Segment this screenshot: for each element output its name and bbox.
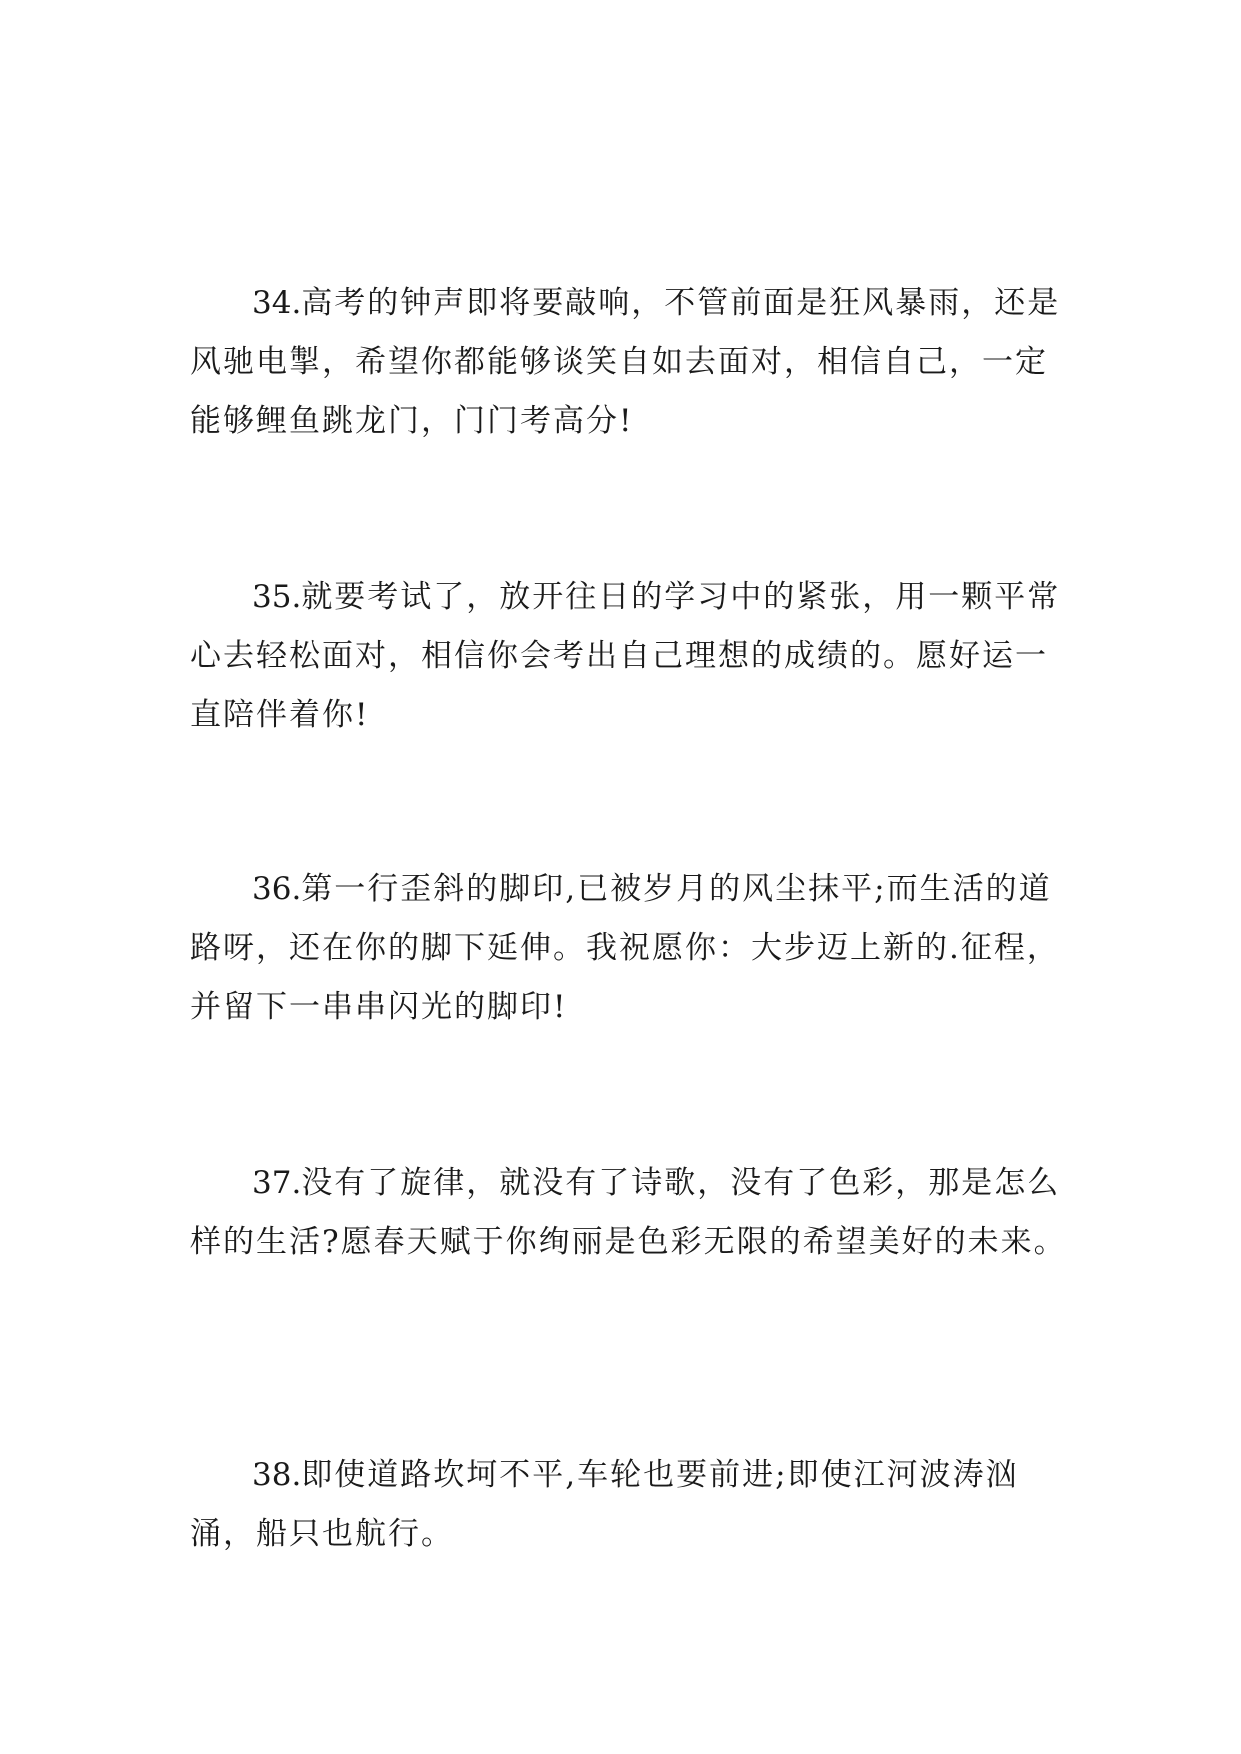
- paragraph-text: 第一行歪斜的脚印,已被岁月的风尘抹平;而生活的道路呀，还在你的脚下延伸。我祝愿你：大步迈上新的.征程，并留下一串串闪光的脚印!: [190, 871, 1060, 1025]
- paragraph-text: 即使道路坎坷不平,车轮也要前进;即使江河波涛汹涌，船只也航行。: [190, 1457, 1019, 1552]
- paragraph-number: 37.: [252, 1165, 302, 1201]
- paragraph-number: 35.: [252, 579, 302, 615]
- paragraph-35: [190, 568, 1070, 745]
- paragraph-37: [190, 1154, 1070, 1272]
- paragraph-number: 38.: [252, 1457, 302, 1493]
- paragraph-text: 就要考试了，放开往日的学习中的紧张，用一颗平常心去轻松面对，相信你会考出自己理想的成绩的。愿好运一直陪伴着你!: [190, 579, 1061, 733]
- paragraph-38: [190, 1446, 1070, 1564]
- paragraph-number: 34.: [252, 285, 302, 321]
- paragraph-36: [190, 860, 1070, 1037]
- paragraph-text: 没有了旋律，就没有了诗歌，没有了色彩，那是怎么样的生活?愿春天赋于你绚丽是色彩无限的希望美好的未来。: [190, 1165, 1067, 1260]
- paragraph-number: 36.: [252, 871, 302, 907]
- paragraph-34: [190, 274, 1070, 451]
- paragraph-text: 高考的钟声即将要敲响，不管前面是狂风暴雨，还是风驰电掣，希望你都能够谈笑自如去面对，相信自己，一定能够鲤鱼跳龙门，门门考高分!: [190, 285, 1061, 439]
